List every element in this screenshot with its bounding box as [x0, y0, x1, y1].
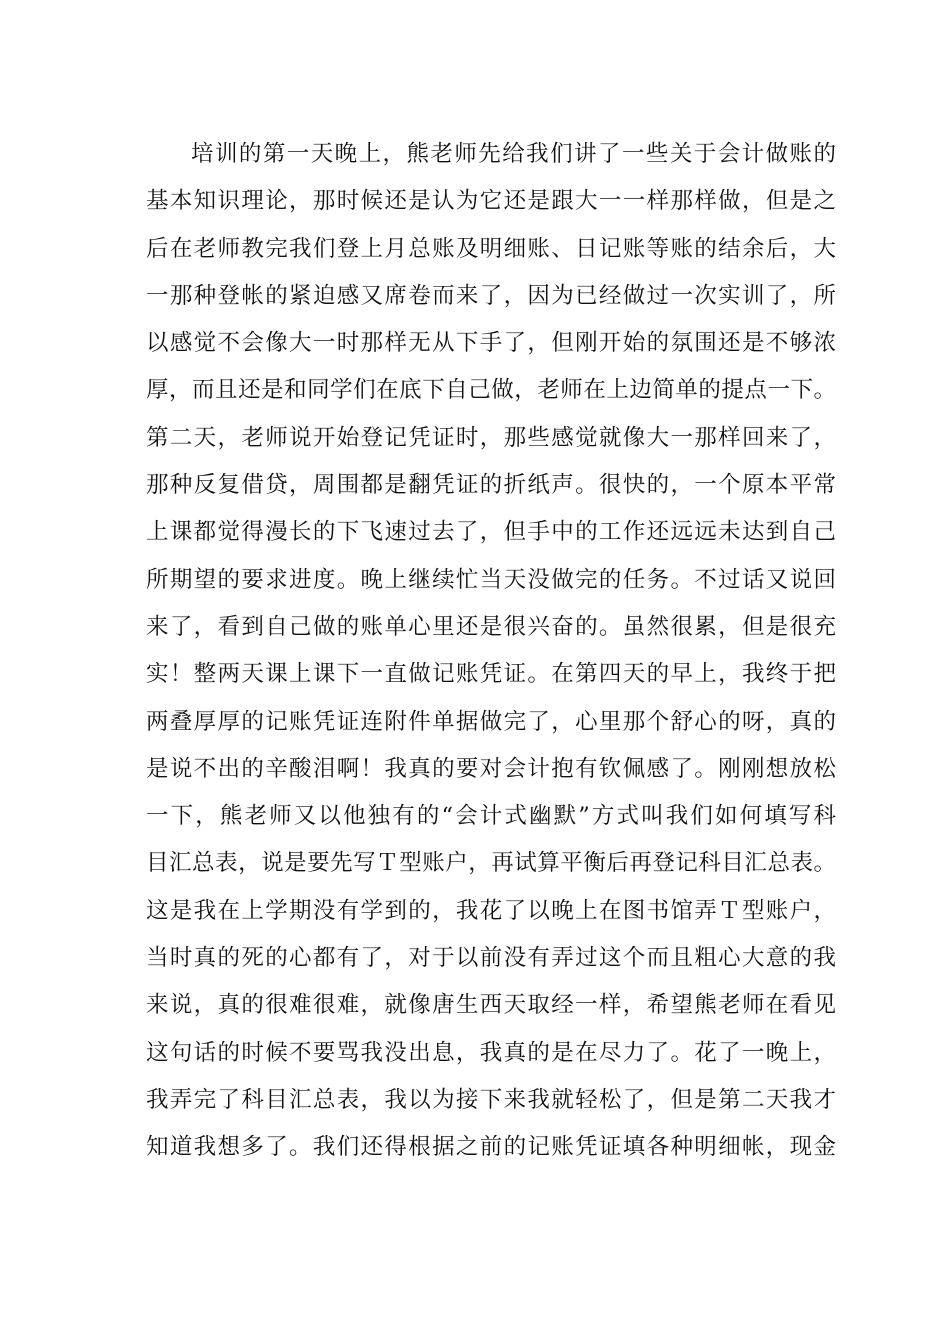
text-line: 是说不出的辛酸泪啊！我真的要对会计抱有钦佩感了。刚刚想放松	[146, 755, 836, 782]
text-line: 知道我想多了。我们还得根据之前的记账凭证填各种明细帐，现金	[146, 1134, 836, 1161]
text-line: 这句话的时候不要骂我没出息，我真的是在尽力了。花了一晚上，	[146, 1039, 836, 1066]
text-line: 两叠厚厚的记账凭证连附件单据做完了，心里那个舒心的呀，真的	[146, 708, 836, 735]
text-line: 培训的第一天晚上，熊老师先给我们讲了一些关于会计做账的	[191, 141, 836, 167]
text-line: 厚，而且还是和同学们在底下自己做，老师在上边简单的提点一下。	[146, 377, 836, 404]
text-line: 来说，真的很难很难，就像唐生西天取经一样，希望熊老师在看见	[146, 992, 836, 1019]
text-line: 上课都觉得漫长的下飞速过去了，但手中的工作还远远未达到自己	[146, 519, 836, 546]
text-line: 以感觉不会像大一时那样无从下手了，但刚开始的氛围还是不够浓	[146, 330, 836, 357]
text-line: 第二天，老师说开始登记凭证时，那些感觉就像大一那样回来了，	[146, 424, 836, 451]
text-line: 这是我在上学期没有学到的，我花了以晚上在图书馆弄Ｔ型账户，	[146, 897, 836, 924]
text-line: 来了，看到自己做的账单心里还是很兴奋的。虽然很累，但是很充	[146, 613, 836, 640]
text-line: 一下，熊老师又以他独有的“会计式幽默”方式叫我们如何填写科	[146, 803, 836, 830]
text-line: 基本知识理论，那时候还是认为它还是跟大一一样那样做，但是之	[146, 188, 836, 215]
text-line: 当时真的死的心都有了，对于以前没有弄过这个而且粗心大意的我	[146, 945, 836, 972]
text-line: 目汇总表，说是要先写Ｔ型账户，再试算平衡后再登记科目汇总表。	[146, 850, 836, 877]
text-line: 我弄完了科目汇总表，我以为接下来我就轻松了，但是第二天我才	[146, 1086, 836, 1113]
text-line: 所期望的要求进度。晚上继续忙当天没做完的任务。不过话又说回	[146, 566, 836, 593]
text-line: 实！整两天课上课下一直做记账凭证。在第四天的早上，我终于把	[146, 661, 836, 688]
text-line: 一那种登帐的紧迫感又席卷而来了，因为已经做过一次实训了，所	[146, 282, 836, 309]
body-text	[146, 131, 836, 1172]
text-line: 那种反复借贷，周围都是翻凭证的折纸声。很快的，一个原本平常	[146, 472, 836, 499]
text-line: 后在老师教完我们登上月总账及明细账、日记账等账的结余后，大	[146, 235, 836, 262]
